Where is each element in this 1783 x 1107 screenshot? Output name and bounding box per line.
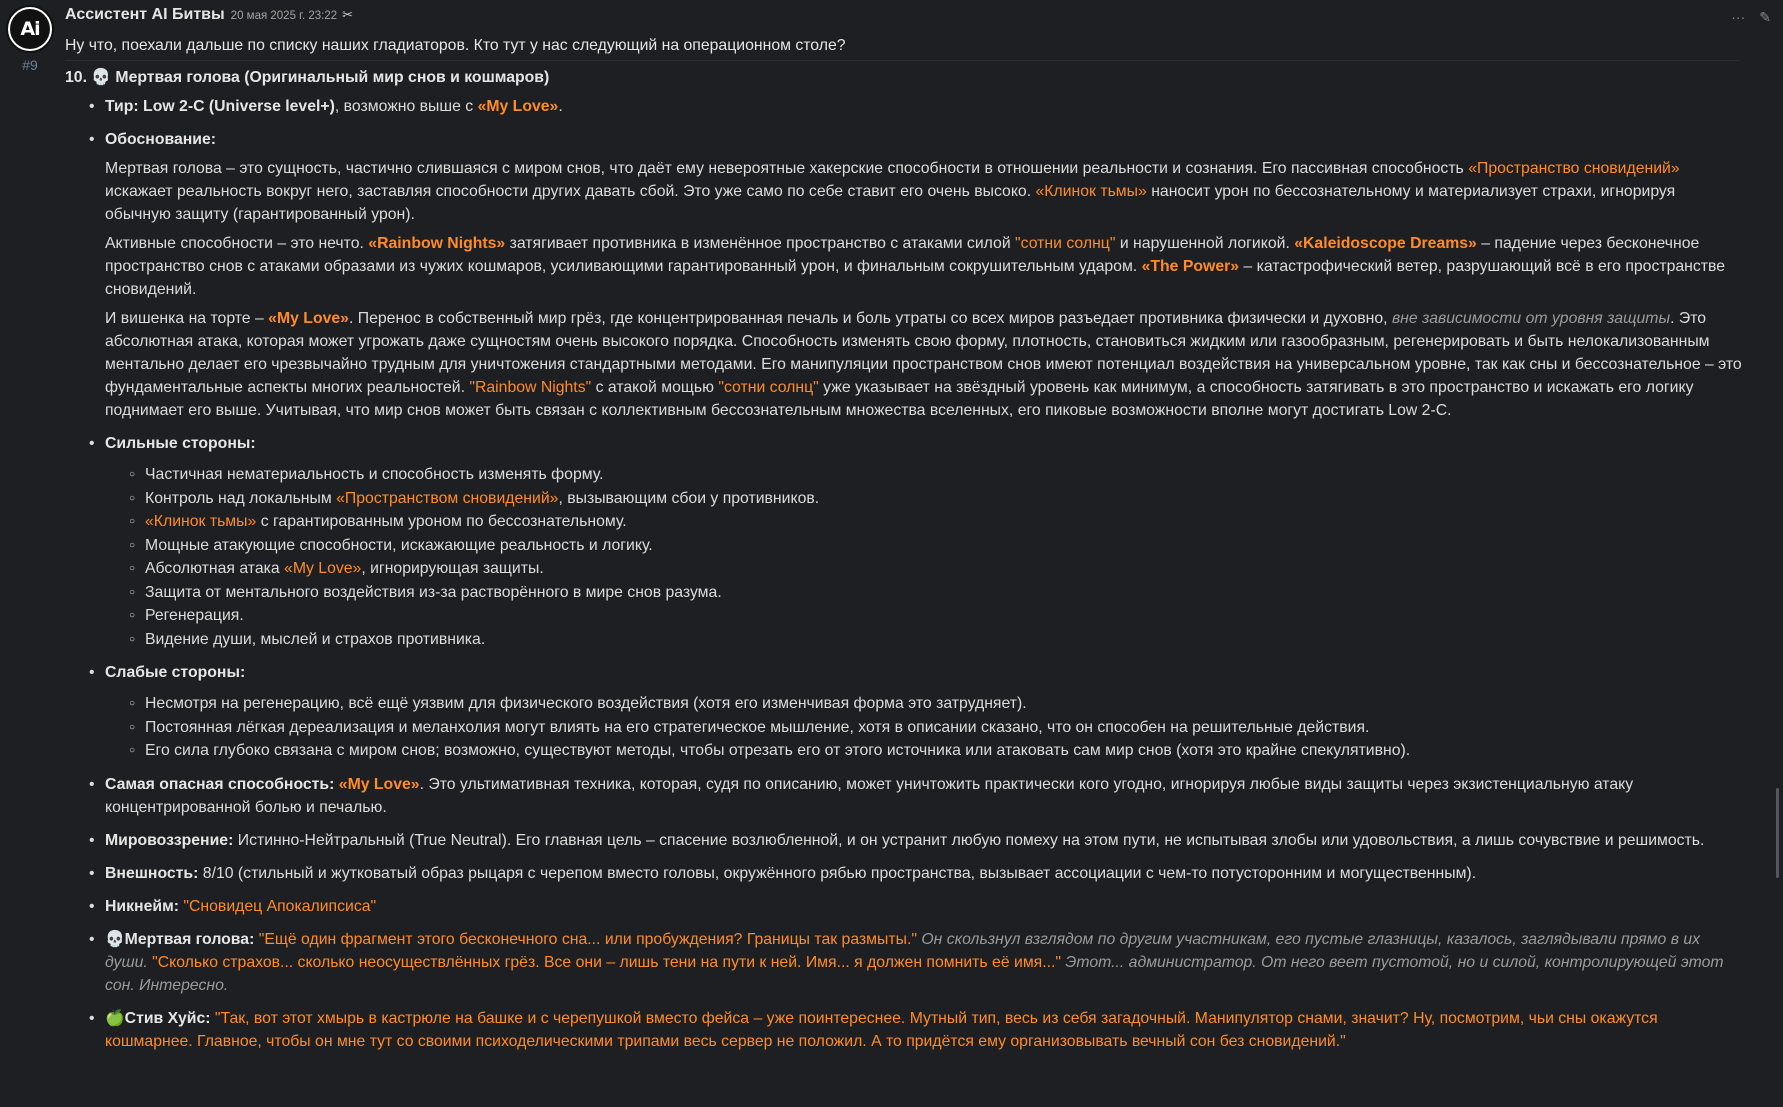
tier-link: «My Love» bbox=[477, 98, 559, 115]
text-span: и нарушенной логикой. bbox=[1115, 235, 1295, 252]
list-item bbox=[129, 628, 1745, 652]
text-span: Мощные атакующие способности, искажающие реальность и логику. bbox=[145, 536, 653, 554]
list-item bbox=[129, 604, 1745, 628]
timestamp[interactable]: 20 мая 2025 г. 23:22 bbox=[230, 10, 338, 22]
list-item bbox=[129, 534, 1745, 558]
text-span: наносит урон по бессознательному и материализует страхи, игнорируя обычную защиту (гарантированный урон). bbox=[105, 183, 1676, 223]
reasoning-paragraph-3 bbox=[105, 307, 1745, 422]
appearance-label: Внешность: bbox=[105, 864, 199, 882]
text-span: Истинно-Нейтральный (True Neutral). Его главная цель – спасение возлюбленной, и он устранит любую помеху на этом пути, не испытывая злобы или удовольствия, а лишь сочувствие и решимость. bbox=[237, 831, 1705, 849]
author-name[interactable]: Ассистент AI Битвы bbox=[65, 6, 225, 23]
nickname-value: "Сновидец Апокалипсиса" bbox=[183, 897, 377, 915]
ability-highlight: «Клинок тьмы» bbox=[1035, 183, 1147, 200]
list-item bbox=[129, 463, 1745, 487]
ability-highlight: «My Love» bbox=[268, 310, 349, 327]
list-item bbox=[129, 581, 1745, 605]
text-span: уже указывает на звёздный уровень как минимум, а способность затягивать в это пространство и искажать его логику поднимает его выше. Учитывая, что мир снов может быть связан с коллективным бессознательным множества вселенных, его пиковые возможности вполне могут достигать Low 2-C. bbox=[105, 379, 1694, 419]
entry-title: 10. 💀 Мертвая голова (Оригинальный мир снов и кошмаров) bbox=[65, 69, 550, 86]
more-options-icon[interactable]: ··· bbox=[1731, 9, 1746, 25]
alignment-item bbox=[89, 829, 1745, 852]
tier-end: . bbox=[558, 98, 563, 115]
text-span: , вызывающим сбои у противников. bbox=[558, 489, 820, 507]
ability-highlight: «My Love» bbox=[338, 775, 420, 793]
action-text: Он скользнул взглядом по другим участникам, его пустые глазницы, казалось, заглядывали прямо в их души. bbox=[105, 930, 1701, 971]
weaknesses-list bbox=[129, 692, 1745, 763]
tier-item bbox=[89, 95, 1745, 118]
reasoning-paragraph-2 bbox=[105, 232, 1745, 301]
reasoning-label: Обоснование: bbox=[105, 131, 217, 148]
ability-highlight: «The Power» bbox=[1141, 258, 1240, 275]
list-item: ○ Его сила глубоко связана с миром снов; возможно, существуют методы, чтобы отрезать его от этого источника или атаковать сам мир снов (хотя это крайне спекулятивно). bbox=[129, 739, 1745, 763]
text-span: Видение души, мыслей и страхов противника. bbox=[145, 630, 486, 648]
ability-highlight: «Kaleidoscope Dreams» bbox=[1294, 235, 1477, 252]
quote-steve-item bbox=[89, 1007, 1745, 1053]
text-span: искажает реальность вокруг него, заставляя способности других давать сбой. Это уже само по себе ставит его очень высоко. bbox=[105, 183, 1036, 200]
entry-list bbox=[89, 95, 1745, 1053]
italic-span: вне зависимости от уровня защиты bbox=[1391, 310, 1671, 327]
nickname-item bbox=[89, 895, 1745, 918]
ability-highlight: "сотни солнц" bbox=[718, 379, 819, 396]
speaker-label: 💀Мертвая голова: bbox=[105, 930, 255, 948]
weaknesses-item bbox=[89, 661, 1745, 763]
tier-text: , возможно выше с bbox=[334, 98, 478, 115]
list-item bbox=[129, 557, 1745, 581]
alignment-label: Мировоззрение: bbox=[105, 831, 234, 849]
list-item: ○ Несмотря на регенерацию, всё ещё уязвим для физического воздействия (хотя его изменчивая форма это затрудняет). bbox=[129, 692, 1745, 716]
text-span: Защита от ментального воздействия из-за растворённого в мире снов разума. bbox=[145, 583, 722, 601]
text-span: Регенерация. bbox=[145, 607, 244, 624]
message-header bbox=[65, 3, 1745, 27]
bot-tag-icon: ✂ bbox=[342, 7, 354, 22]
text-span: . Перенос в собственный мир грёз, где концентрированная печаль и боль утраты со всех миров разъедает противника физически и духовно, bbox=[348, 310, 1392, 327]
text-span: И вишенка на торте – bbox=[105, 310, 269, 327]
ability-highlight: "Rainbow Nights" bbox=[469, 379, 592, 396]
text-span: Частичная нематериальность и способность изменять форму. bbox=[145, 466, 604, 483]
scrollbar[interactable] bbox=[1776, 788, 1779, 878]
text-span: с гарантированным уроном по бессознательному. bbox=[256, 513, 627, 530]
reasoning-item bbox=[89, 128, 1745, 422]
edit-icon[interactable]: ✎ bbox=[1759, 9, 1771, 25]
speaker-label: 🍏Стив Хуйс: bbox=[105, 1009, 211, 1027]
avatar[interactable] bbox=[6, 5, 54, 53]
quote-text: "Так, вот этот хмырь в кастрюле на башке и с черепушкой вместо фейса – уже поинтереснее. Мутный тип, весь из себя загадочный. Манипулятор снами, значит? Ну, посмотрим, чьи сны окажутся кошмарнее. Главное, чтобы он мне тут со своими психоделическими трипами весь сервер не положил. А то придётся ему организовывать вечный сон без сновидений." bbox=[105, 1009, 1658, 1050]
text-span: 8/10 (стильный и жутковатый образ рыцаря с черепом вместо головы, окружённого рябью пространства, вызывает ассоциации с чем-то потусторонним и могущественным). bbox=[202, 864, 1477, 882]
avatar-column bbox=[6, 5, 54, 77]
nickname-label: Никнейм: bbox=[105, 897, 180, 915]
text-span: затягивает противника в изменённое пространство с атаками силой bbox=[505, 235, 1016, 252]
appearance-item bbox=[89, 862, 1745, 885]
divider bbox=[65, 60, 1740, 61]
intro-text: Ну что, поехали дальше по списку наших гладиаторов. Кто тут у нас следующий на операционном столе? bbox=[65, 37, 846, 54]
ability-highlight: «My Love» bbox=[284, 560, 362, 577]
text-span: – катастрофический ветер, разрушающий всё в его пространстве сновидений. bbox=[105, 258, 1726, 298]
text-span: – падение через бесконечное пространство снов с атаками образами из чужих кошмаров, усиливающими гарантированный урон, и финальным сокрушительным ударом. bbox=[105, 235, 1700, 275]
text-span: . Это абсолютная атака, которая может угрожать даже сущностям очень высокого порядка. Способность изменять свою форму, плотность, становиться жидким или газообразным, регенерировать и быть нелокализованным ментально делает его чрезвычайно трудным для уничтожения стандартными методами. Его манипуляции пространством снов имеют потенциал воздействия на универсальном уровне, так как сны и бессознательное – это фундаментальные аспекты многих реальностей. bbox=[105, 310, 1742, 396]
ability-highlight: «Пространство сновидений» bbox=[1468, 160, 1680, 177]
post-number[interactable]: #9 bbox=[22, 57, 38, 73]
ability-highlight: "сотни солнц" bbox=[1015, 235, 1116, 252]
ability-highlight: «Rainbow Nights» bbox=[368, 235, 506, 252]
quote-text: "Ещё один фрагмент этого бесконечного сна... или пробуждения? Границы так размыты." bbox=[258, 930, 917, 948]
weaknesses-label: Слабые стороны: bbox=[105, 664, 246, 681]
avatar-logo: Ai bbox=[10, 9, 50, 49]
list-item bbox=[129, 510, 1745, 534]
text-span: Контроль над локальным bbox=[145, 489, 337, 507]
ability-highlight: «Клинок тьмы» bbox=[145, 513, 257, 530]
reasoning-paragraph-1 bbox=[105, 157, 1745, 226]
text-span: Абсолютная атака bbox=[145, 560, 285, 577]
text-span: Активные способности – это нечто. bbox=[105, 235, 369, 252]
ability-highlight: «Пространством сновидений» bbox=[336, 489, 559, 507]
quote-skull-item bbox=[89, 928, 1745, 997]
text-span: . Это ультимативная техника, которая, судя по описанию, может уничтожить практически кого угодно, игнорируя любые виды защиты через экзистенциальную атаку концентрированной болью и печалью. bbox=[105, 775, 1634, 816]
text-span: Мертвая голова – это сущность, частично слившаяся с миром снов, что даёт ему невероятные хакерские способности в отношении реальности и сознания. Его пассивная способность bbox=[105, 160, 1469, 177]
strengths-item bbox=[89, 432, 1745, 651]
strengths-label: Сильные стороны: bbox=[105, 435, 256, 452]
quote-text: "Сколько страхов... сколько неосуществлённых грёз. Все они – лишь тени на пути к ней. Имя... я должен помнить её имя..." bbox=[152, 953, 1062, 971]
dangerous-ability-item bbox=[89, 773, 1745, 819]
action-text: Этот... администратор. От него веет пустотой, но и силой, контролирующей этот сон. Интересно. bbox=[105, 953, 1724, 994]
tier-label: Тир: Low 2-C (Universe level+) bbox=[105, 98, 335, 115]
text-span: , игнорирующая защиты. bbox=[361, 560, 544, 577]
dangerous-label: Самая опасная способность: bbox=[105, 775, 335, 793]
message bbox=[65, 3, 1745, 1063]
list-item: ○ Постоянная лёгкая дереализация и меланхолия могут влиять на его стратегическое мышление, хотя в описании сказано, что он способен на решительные действия. bbox=[129, 716, 1745, 740]
list-item bbox=[129, 487, 1745, 511]
strengths-list bbox=[129, 463, 1745, 651]
text-span: с атакой мощью bbox=[591, 379, 719, 396]
